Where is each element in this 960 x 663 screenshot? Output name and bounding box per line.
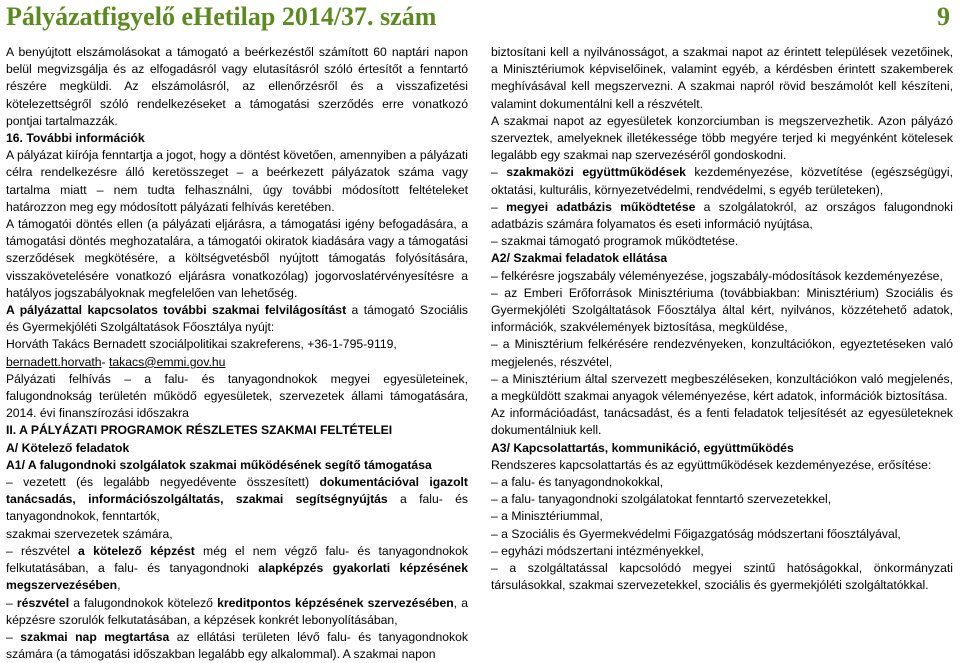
- paragraph: Pályázati felhívás – a falu- és tanyagondnokok megyei egyesületeinek, falugondnokság területén működő egyesületek, szervezetek állami támogatására, 2014. évi finanszírozási időszakra: [6, 371, 468, 421]
- paragraph: biztosítani kell a nyilvánosságot, a szakmai napot az érintett települések vezetőinek, a Minisztériumok képviselőinek, valamint egyéb, a kérdésben érintett szakemberek meghívásával kell megszervezni. A szakmai napról rövid beszámolót kell készíteni, valamint dokumentálni kell a részvételt.: [491, 45, 953, 111]
- list-item: – a falu- tanyagondnoki szolgálatokat fenntartó szervezetekkel,: [491, 492, 832, 507]
- text: – részvétel: [6, 543, 79, 558]
- subsection-heading: [491, 250, 953, 267]
- subsection-heading: [491, 440, 953, 457]
- page-title: Pályázatfigyelő eHetilap 2014/37. szám: [6, 2, 437, 31]
- list-item: – a szolgáltatással kapcsolódó megyei szintű hatóságokkal, önkormányzati társulásokkal, szakmai szervezetekkel, szociális és gyermekjóléti szolgáltatókkal.: [491, 561, 953, 593]
- email-link[interactable]: bernadett.horvath: [6, 354, 102, 369]
- list-item: – a falu- és tanyagondnokokkal,: [491, 475, 664, 490]
- paragraph: [6, 302, 468, 336]
- text: , a képzésre szorulók felkutatásában, a képzések konkrét lebonyolításában,: [6, 595, 468, 627]
- email-line: [6, 354, 468, 371]
- email-link[interactable]: takacs@emmi.gov.hu: [109, 354, 226, 369]
- bold-text: alapképzés gyakorlati képzésének megszervezésében: [6, 561, 468, 593]
- bold-text: A pályázattal kapcsolatos további szakmai felvilágosítást: [6, 303, 347, 318]
- text: a támogató Szociális és Gyermekjóléti Szolgáltatások Főosztálya nyújt:: [6, 303, 468, 335]
- text: – vezetett (és legalább negyedévente összesített): [6, 475, 320, 490]
- bold-text: szakmai nap megtartása: [20, 629, 170, 644]
- list-item: – szakmai támogató programok működtetése.: [491, 234, 739, 249]
- paragraph: Az információadást, tanácsadást, és a fenti feladatok teljesítését az egyesületeknek dokumentálniuk kell.: [491, 406, 953, 438]
- bold-text: szakmaközi együttműködések: [506, 165, 686, 180]
- text: –: [491, 165, 507, 180]
- text: az ellátási területen lévő falu- és tanyagondnokok számára (a támogatási időszakban legalább egy alkalommal). A szakmai napon: [6, 629, 469, 662]
- paragraph: szakmai szervezetek számára,: [6, 526, 173, 541]
- text: a falu- és tanyagondnokok, fenntartók,: [6, 492, 468, 524]
- heading-text: A2/ Szakmai feladatok ellátása: [491, 251, 668, 266]
- right-column: [491, 44, 953, 595]
- paragraph: A pályázat kiírója fenntartja a jogot, hogy a döntést követően, amennyiben a pályázati célra rendelkezésre álló keretösszeget – a beérkezett pályázatok száma vagy tartalma miatt – nem tudta felhasználni, úgy további módosított feltételeket határozzon meg egy módosított pályázati felhívás keretében.: [6, 148, 468, 214]
- list-item: [6, 474, 468, 526]
- page-number: 9: [937, 2, 950, 31]
- bold-text: kreditpontos képzésének szervezésében: [217, 595, 454, 610]
- section-heading: [6, 422, 468, 439]
- subsection-heading: [6, 440, 468, 457]
- list-item: – egyházi módszertani intézményekkel,: [491, 543, 704, 558]
- text: a szolgálatokról, az országos falugondnoki adatbázis számára folyamatos és eseti információ nyújtása,: [491, 199, 953, 232]
- paragraph: A szakmai napot az egyesületek konzorciumban is megszervezhetik. Azon pályázó szerveztek, amelyeknek illetékessége több megyére terjed ki megyénként kötelesek legalább egy szakmai nap szervezéséről gondoskodni.: [491, 113, 953, 163]
- paragraph: Rendszeres kapcsolattartás és az együttműködések kezdeményezése, erősítése:: [491, 457, 932, 472]
- paragraph: A támogatói döntés ellen (a pályázati eljárásra, a támogatási igény befogadására, a támogatási döntés meghozatalára, a támogatói okiratok kiadására vagy a támogatási szerződések megkötésére, a költségvetésből nyújtott támogatás folyósítására, visszakövetelésére vonatkozó eljárásra vonatkozólag) jogorvoslatérvényesítésre a hatályos jogszabályoknak megfelelően van lehetőség.: [6, 217, 468, 300]
- bold-text: a kötelező képzést: [78, 543, 195, 558]
- bold-text: megyei adatbázis működtetése: [506, 199, 696, 214]
- heading-text: 16. További információk: [6, 131, 145, 146]
- contact-line: Horváth Takács Bernadett szociálpolitikai szakreferens, +36-1-795-9119,: [6, 337, 397, 352]
- bold-text: részvétel: [16, 595, 70, 610]
- text: a falugondnokok kötelező: [69, 595, 218, 610]
- text: –: [491, 199, 507, 214]
- page-header: [0, 0, 960, 40]
- heading-text: II. A PÁLYÁZATI PROGRAMOK RÉSZLETES SZAKMAI FELTÉTELEI: [6, 423, 393, 438]
- text: –: [6, 595, 17, 610]
- heading-text: A3/ Kapcsolattartás, kommunikáció, együttműködés: [491, 440, 794, 455]
- heading-text: A/ Kötelező feladatok: [6, 440, 130, 455]
- paragraph: A benyújtott elszámolásokat a támogató a beérkezéstől számított 60 naptári napon belül megvizsgálja és az elfogadásról vagy elutasításról szóló értesítőt a fenntartó részére megküldi. Az elszámolásról, az ellenőrzésről és a visszafizetési kötelezettségről szóló rendelkezéseket a támogatási szerződés erre vonatkozó pontjai tartalmazzák.: [6, 45, 468, 128]
- subsection-heading: [6, 457, 468, 474]
- list-item: – az Emberi Erőforrások Minisztériuma (továbbiakban: Minisztérium) Szociális és Gyermekjóléti Szolgáltatások Főosztálya által kért, nyilvános, közzétehető adatok, információk, szakvélemények biztosítása, megküldése,: [491, 285, 953, 335]
- list-item: – a Minisztérium által szervezett megbeszéléseken, konzultációkon való megjelenés, a megküldött szakmai anyagok véleményezése, kért adatok, információk biztosítása.: [491, 371, 953, 404]
- text: kezdeményezése, közvetítése (egészségügyi, oktatási, kulturális, környezetvédelmi, rendvédelmi, s egyéb területeken),: [491, 165, 953, 197]
- list-item: [491, 164, 953, 198]
- list-item: [6, 595, 468, 629]
- left-column: [6, 44, 468, 663]
- bold-text: dokumentációval igazolt tanácsadás, információszolgáltatás, szakmai segítségnyújtás: [6, 475, 468, 507]
- text: még el nem végző falu- és tanyagondnokok felkutatásában, a falu- és tanyagondnoki: [6, 543, 468, 576]
- text: –: [6, 629, 21, 644]
- text: ,: [117, 578, 121, 593]
- list-item: [491, 199, 953, 233]
- list-item: – a Minisztériummal,: [491, 509, 603, 524]
- text: -: [101, 354, 109, 369]
- section-heading: [6, 130, 468, 147]
- list-item: – a Szociális és Gyermekvédelmi Főigazgatóság módszertani főosztályával,: [491, 526, 901, 541]
- list-item: – a Minisztérium felkérésére rendezvényeken, konzultációkon, egyeztetéseken való megjelenés, részvétel,: [491, 337, 953, 369]
- list-item: – felkérésre jogszabály véleményezése, jogszabály-módosítások kezdeményezése,: [491, 268, 943, 283]
- list-item: [6, 629, 468, 663]
- heading-text: A1/ A falugondnoki szolgálatok szakmai működésének segítő támogatása: [6, 457, 432, 472]
- list-item: [6, 543, 468, 595]
